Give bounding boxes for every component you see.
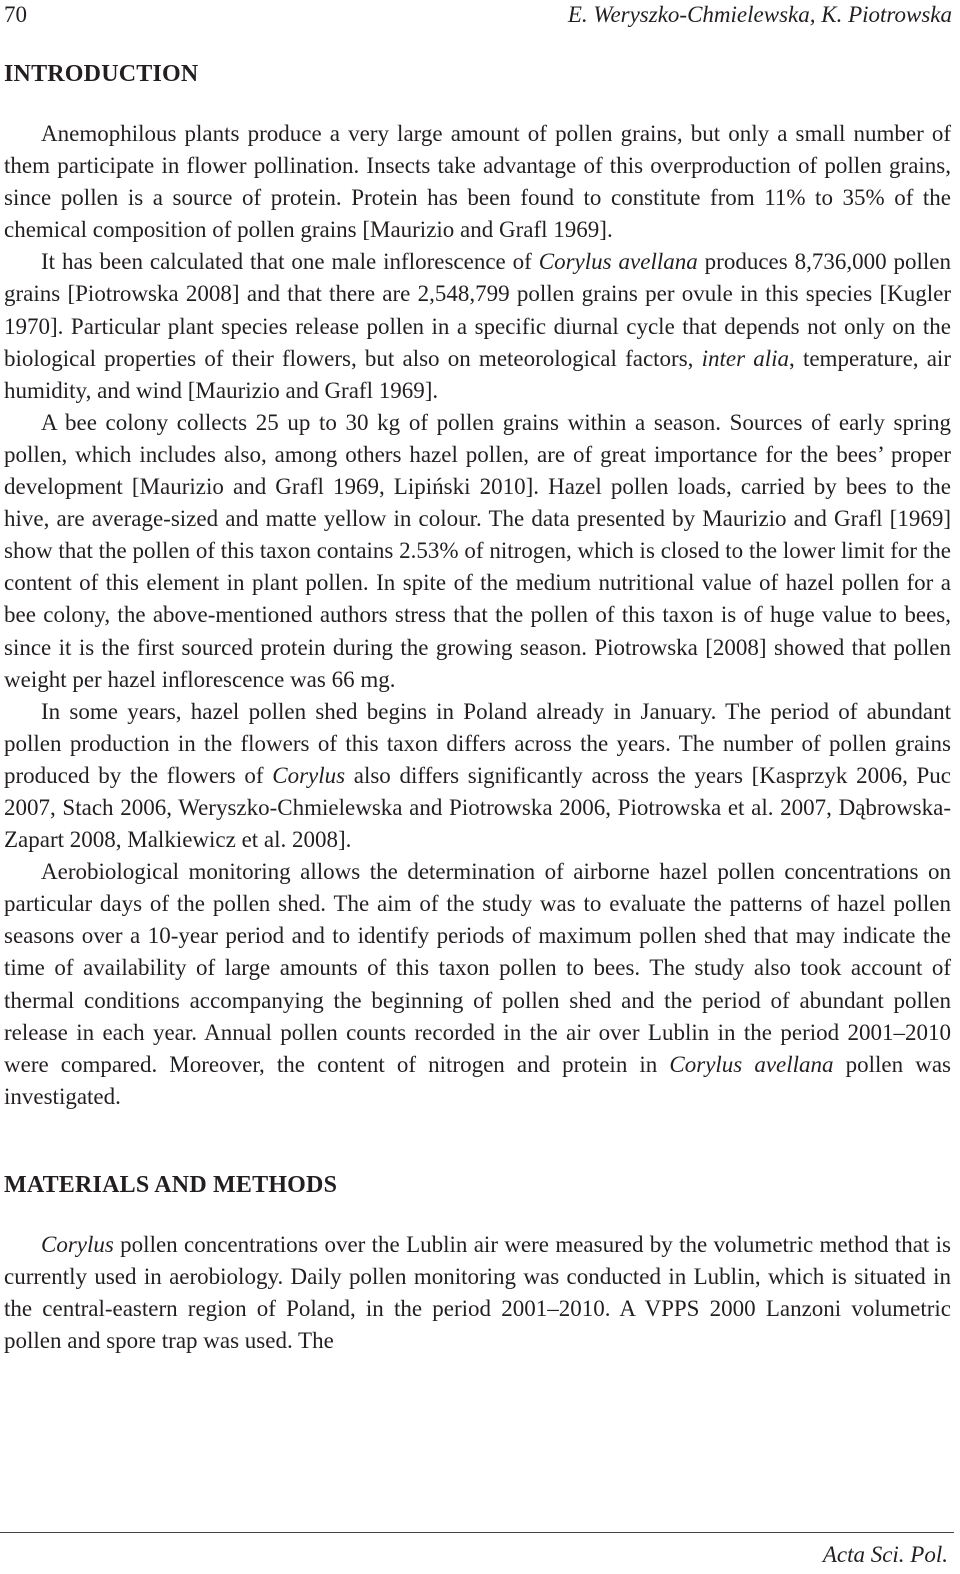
footer-divider <box>0 1532 954 1533</box>
section-title-introduction: INTRODUCTION <box>4 61 199 87</box>
genus-name: Corylus <box>41 1231 114 1257</box>
methods-paragraph-1: Corylus pollen concentrations over the Lublin air were measured by the volumetric method that is currently used in aerobiology. Daily pollen monitoring was conducted in Lublin, which is situated in the central-eastern region of Poland, in the period 2001–2010. A VPPS 2000 Lanzoni volumetric pollen and spore trap was used. The <box>4 1231 951 1354</box>
intro-paragraph-1: Anemophilous plants produce a very large amount of pollen grains, but only a small number of them participate in flower pollination. Insects take advantage of this overproduction of pollen grains, since pollen is a source of protein. Protein has been found to constitute from 11% to 35% of the chemical composition of pollen grains [Maurizio and Grafl 1969]. <box>4 121 951 243</box>
species-name: Corylus avellana <box>669 1051 834 1077</box>
section-title-materials-methods: MATERIALS AND METHODS <box>4 1171 338 1198</box>
genus-name: Corylus <box>272 762 346 788</box>
intro-paragraph-2: It has been calculated that one male inflorescence of Corylus avellana produces 8,736,000 pollen grains [Piotrowska 2008] and that there are 2,548,799 pollen grains per ovule in this species [Kugler 1970]. Particular plant species release pollen in a specific diurnal cycle that depends not only on the biological properties of their flowers, but also on meteorological factors, inter alia, temperature, air humidity, and wind [Maurizio and Grafl 1969]. <box>4 249 952 403</box>
intro-paragraph-5: Aerobiological monitoring allows the determination of airborne hazel pollen concentrations on particular days of the pollen shed. The aim of the study was to evaluate the patterns of hazel pollen seasons over a 10-year period and to identify periods of maximum pollen shed that may indicate the time of availability of large amounts of this taxon pollen to bees. The study also took account of thermal conditions accompanying the beginning of pollen shed and the period of abundant pollen release in each year. Annual pollen counts recorded in the air over Lublin in the period 2001–2010 were compared. Moreover, the content of nitrogen and protein in Corylus avellana pollen was investigated. <box>4 859 951 1109</box>
intro-paragraph-4: In some years, hazel pollen shed begins in Poland already in January. The period of abundant pollen production in the flowers of this taxon differs across the years. The number of pollen grains produced by the flowers of Corylus also differs significantly across the years [Kasprzyk 2006, Puc 2007, Stach 2006, Weryszko-Chmielewska and Piotrowska 2006, Piotrowska et al. 2007, Dąbrowska-Zapart 2008, Malkiewicz et al. 2008]. <box>4 698 952 853</box>
page-header <box>4 2 952 32</box>
latin-phrase: inter alia <box>701 345 790 371</box>
article-body <box>4 58 951 1357</box>
intro-paragraph-3: A bee colony collects 25 up to 30 kg of pollen grains within a season. Sources of early spring pollen, which includes also, among others hazel pollen, are of great importance for the bees’ proper development [Maurizio and Grafl 1969, Lipiński 2010]. Hazel pollen loads, carried by bees to the hive, are average-sized and matte yellow in colour. The data presented by Maurizio and Grafl [1969] show that the pollen of this taxon contains 2.53% of nitrogen, which is closed to the lower limit for the content of this element in plant pollen. In spite of the medium nutritional value of hazel pollen for a bee colony, the above-mentioned authors stress that the pollen of this taxon is of huge value to bees, since it is the first sourced protein during the growing season. Piotrowska [2008] showed that pollen weight per hazel inflorescence was 66 mg. <box>4 409 951 692</box>
species-name: Corylus avellana <box>538 249 698 275</box>
journal-name: Acta Sci. Pol. <box>822 1542 948 1567</box>
page-number: 70 <box>4 2 27 27</box>
running-head-authors: E. Weryszko-Chmielewska, K. Piotrowska <box>567 2 952 27</box>
